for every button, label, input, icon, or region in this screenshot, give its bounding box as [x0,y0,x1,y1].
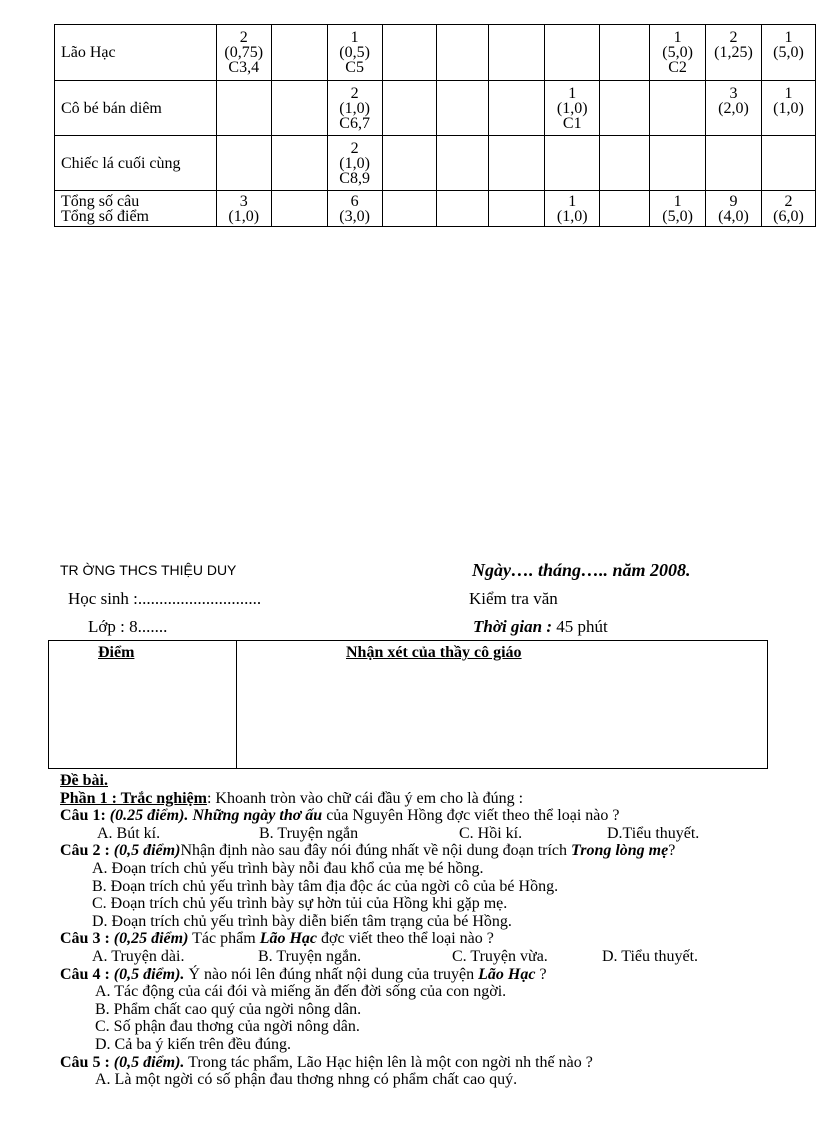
cell-line: 1 [350,29,359,46]
q2-option-d[interactable]: D. Đoạn trích chủ yếu trình bày diễn biến tâm trạng của bé Hồng. [92,912,512,930]
q1-number: Câu 1: [60,807,106,825]
cell-line: 1 [568,85,577,102]
question-4 [60,966,800,984]
cell-line: (5,0) [662,208,693,225]
matrix-cell [216,81,271,136]
q4-number: Câu 4 : [60,965,110,983]
q1-option-b[interactable]: B. Truyện ngắn [259,824,359,842]
table-row-total [55,191,816,227]
exam-content [60,772,800,1089]
cell-line: C5 [345,59,364,76]
matrix-cell [382,136,437,191]
cell-line: C2 [668,59,687,76]
matrix-cell [545,81,600,136]
matrix-cell [216,25,271,81]
matrix-cell [216,136,271,191]
matrix-cell [761,81,815,136]
matrix-cell [761,25,815,81]
subject: Kiểm tra văn [469,589,558,608]
cell-line: 1 [673,193,682,210]
q4-points: (0,5 điểm). [113,965,185,983]
part1-instruction: : Khoanh tròn vào chữ cái đầu ý em cho là đúng : [206,789,524,807]
cell-line: C8,9 [339,170,370,187]
cell-line: (2,0) [718,100,749,117]
matrix-cell [650,81,706,136]
matrix-cell [761,136,815,191]
q5-text: Trong tác phẩm, Lão Hạc hiện lên là một con ngời nh thế nào ? [188,1053,593,1071]
q2-number: Câu 2 : [60,842,110,860]
q4-option-b[interactable]: B. Phẩm chất cao quý của ngời nông dân. [95,1000,362,1018]
q4-option-d[interactable]: D. Cả ba ý kiến trên đều đúng. [95,1035,291,1053]
class-label: Lớp : 8....... [88,617,168,636]
matrix-cell [327,191,382,227]
q3-text-a: Tác phẩm [192,930,256,948]
q4-option-a[interactable]: A. Tác động của cái đói và miếng ăn đến đời sống của con ngời. [95,983,507,1001]
matrix-cell [600,25,650,81]
cell-line: (0,5) [339,44,370,61]
matrix-cell [761,191,815,227]
matrix-cell [545,191,600,227]
matrix-cell [650,25,706,81]
exam-matrix-table [54,24,816,227]
q4-option-c[interactable]: C. Số phận đau thơng của ngời nông dân. [95,1018,360,1036]
time-info [473,617,608,637]
cell-line: 6 [350,193,359,210]
q4-end: ? [539,965,547,983]
cell-line: 1 [784,29,793,46]
cell-line: 2 [350,85,359,102]
cell-line: (1,0) [339,100,370,117]
time-value: 45 phút [556,617,608,636]
q2-option-b[interactable]: B. Đoạn trích chủ yếu trình bày tâm địa độc ác của ngời cô của bé Hồng. [92,877,559,895]
cell-line: 9 [729,193,738,210]
q5-number: Câu 5 : [60,1053,110,1071]
matrix-cell [489,191,545,227]
cell-line: (1,0) [556,100,588,117]
cell-line: (3,0) [339,208,370,225]
cell-line: 1 [673,29,682,46]
matrix-cell [327,136,382,191]
exam-title: Đề bài. [60,772,108,789]
q3-number: Câu 3 : [60,930,110,948]
q2-option-a[interactable]: A. Đoạn trích chủ yếu trình bày nỗi đau khổ của mẹ bé hồng. [92,859,484,877]
q3-option-b[interactable]: B. Truyện ngắn. [258,947,362,965]
q3-points: (0,25 điểm) [113,930,189,948]
q5-points: (0,5 điểm). [113,1053,185,1071]
matrix-cell [545,25,600,81]
cell-line: C3,4 [228,59,260,76]
cell-line: C1 [562,115,582,132]
cell-line: (0,75) [224,44,264,61]
cell-line: 3 [239,193,248,210]
matrix-cell [489,81,545,136]
cell-line: (5,0) [662,44,693,61]
matrix-cell [489,25,545,81]
q1-option-d[interactable]: D.Tiểu thuyết. [607,824,700,842]
question-3 [60,930,800,948]
student-label: Học sinh :............................. [68,589,262,608]
matrix-cell [437,136,489,191]
cell-line: 2 [239,29,248,46]
cell-line: 2 [729,29,738,46]
matrix-cell [437,81,489,136]
matrix-cell [650,136,706,191]
q3-option-d[interactable]: D. Tiểu thuyết. [602,947,699,965]
part1-label: Phần 1 : Trắc nghiệm [60,789,207,807]
cell-line: (5,0) [773,44,804,61]
question-1 [60,807,800,825]
grade-box [48,640,768,769]
row-label-total [55,191,217,227]
row-label: Lão Hạc [55,25,217,81]
q2-option-c[interactable]: C. Đoạn trích chủ yếu trình bày sự hờn tủi của Hồng khi gặp mẹ. [92,895,508,913]
table-row [55,25,816,81]
matrix-cell [271,25,327,81]
cell-line: 3 [729,85,738,102]
total-points-label: Tổng số điểm [61,208,149,225]
part1-header [60,790,800,808]
cell-line: (1,0) [339,155,370,172]
q3-option-c[interactable]: C. Truyện vừa. [452,947,548,965]
cell-line: (4,0) [718,208,749,225]
cell-line: 2 [784,193,793,210]
matrix-cell [382,81,437,136]
matrix-cell [706,136,762,191]
row-label: Cô bé bán diêm [55,81,217,136]
school-name: TR ỜNG THCS THIỆU DUY [60,562,237,578]
q1-work-title: Những ngày thơ ấu [192,807,323,825]
table-row [55,136,816,191]
matrix-cell [600,136,650,191]
cell-line: (1,0) [773,100,804,117]
q3-text-b: đợc viết theo thể loại nào ? [321,930,494,948]
q3-options [60,948,800,966]
matrix-cell [382,25,437,81]
matrix-cell [706,81,762,136]
matrix-cell [437,25,489,81]
table-row [55,81,816,136]
total-questions-label: Tổng số câu [61,193,140,210]
row-label: Chiếc lá cuối cùng [55,136,217,191]
time-label: Thời gian : [473,617,553,636]
cell-line: C6,7 [339,115,370,132]
exam-date: Ngày…. tháng….. năm 2008. [472,560,691,580]
cell-line: (6,0) [773,208,804,225]
q2-end: ? [668,842,676,860]
q2-text: Nhận định nào sau đây nói đúng nhất về nội dung đoạn trích [180,842,568,860]
matrix-cell [706,191,762,227]
question-2 [60,842,800,860]
comment-label: Nhận xét của thầy cô giáo [346,644,522,661]
matrix-cell [382,191,437,227]
matrix-cell [706,25,762,81]
cell-line: (1,0) [556,208,588,225]
cell-line: 1 [784,85,793,102]
matrix-cell [600,81,650,136]
q1-option-c[interactable]: C. Hồi kí. [459,824,523,842]
q4-work-title: Lão Hạc [478,965,536,983]
grade-box-divider [236,641,237,768]
question-5 [60,1054,800,1072]
matrix-cell [271,191,327,227]
matrix-cell [489,136,545,191]
q4-text: Ý nào nói lên đúng nhất nội dung của truyện [188,965,475,983]
q1-options [60,825,800,843]
q2-work-title: Trong lòng mẹ [571,842,669,860]
matrix-cell [327,81,382,136]
q2-points: (0,5 điểm) [113,842,181,860]
matrix-cell [327,25,382,81]
cell-line: 1 [568,193,577,210]
q1-text: của Nguyên Hồng đợc viết theo thể loại nào ? [326,807,620,825]
matrix-cell [437,191,489,227]
cell-line: 2 [350,140,359,157]
score-label: Điểm [98,644,135,661]
q1-points: (0.25 điểm). [109,807,189,825]
matrix-cell [545,136,600,191]
cell-line: (1,0) [228,208,260,225]
matrix-cell [271,136,327,191]
q3-work-title: Lão Hạc [259,930,318,948]
q1-option-a[interactable]: A. Bút kí. [97,824,161,842]
matrix-cell [216,191,271,227]
q3-option-a[interactable]: A. Truyện dài. [92,947,185,965]
q5-option-a[interactable]: A. Là một ngời có số phận đau thơng nhng có phẩm chất cao quý. [95,1071,518,1089]
matrix-cell [650,191,706,227]
cell-line: (1,25) [714,44,753,61]
matrix-cell [271,81,327,136]
matrix-body [55,25,816,227]
matrix-cell [600,191,650,227]
